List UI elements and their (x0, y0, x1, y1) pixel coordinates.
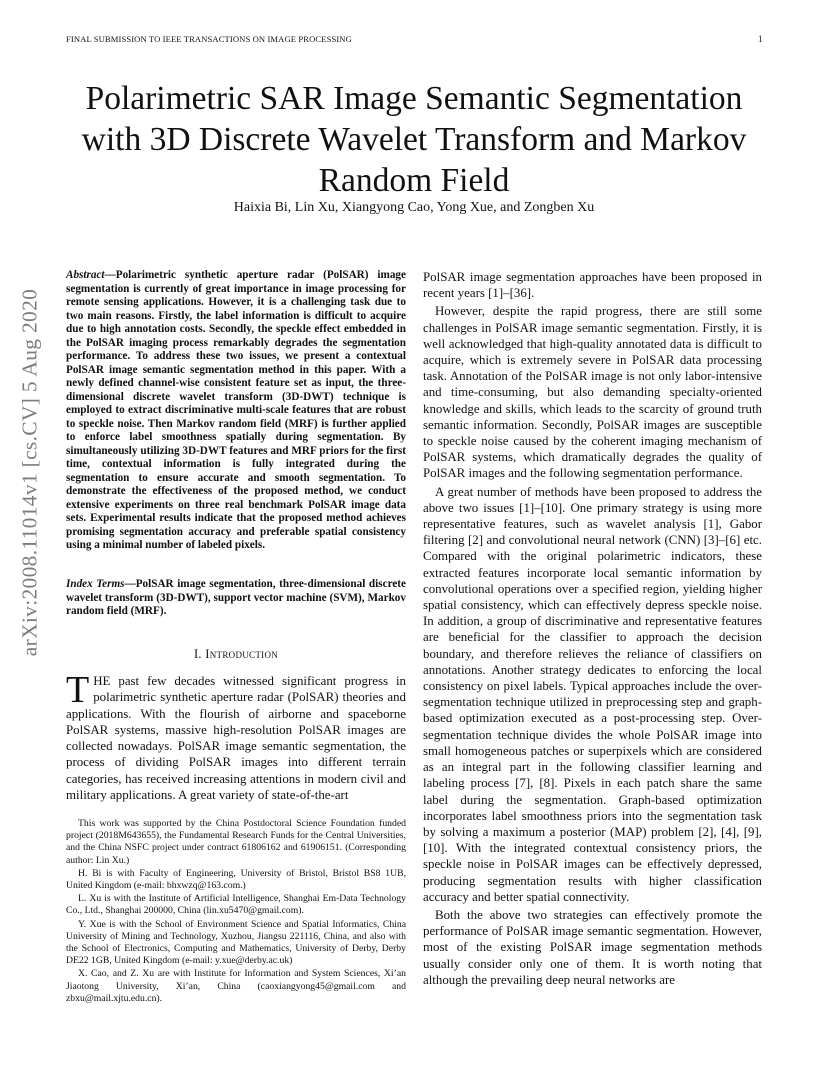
paragraph: A great number of methods have been proposed to address the above two issues [1]–[10]. One primary strategy is using more representative features, such as wavelet analysis [1], Gabor filtering [2] and convolutional neural network (CNN) [3]–[6] etc. Compared with the original polarimetric indicators, these extracted features incorporate local semantic information by convolutional operations over a specified region, yielding higher spatial consistency, which can effectively depress speckle noise. In addition, a group of discriminative and representative features are beneficial for the classifier to approach the decision boundary, and therefore relieves the reliance of classifiers on annotations. Another strategy dedicates to enforcing the local consistency on pixel labels. Typical approaches include the over-segmentation technique utilized in preprocessing step and graph-based optimization executed as a post-processing step. Over-segmentation technique divides the whole PolSAR image into small homogeneous patches or superpixels which are considered as an integral part in the following classifier learning and labeling process [7], [8]. Pixels in each patch share the same label during the segmentation. Graph-based optimization incorporates label smoothness priors into the segmentation task by solving a maximum a posterior (MAP) problem [2], [4], [9], [10]. With the integrated contextual consistency priors, the speckle noise in PolSAR images can be effectively depressed, producing segmentation results with higher classification accuracy and better spatial connectivity. (423, 484, 762, 904)
intro-paragraph (66, 669, 406, 803)
arxiv-stamp (5, 288, 55, 670)
footnotes (66, 818, 406, 1006)
footnote: H. Bi is with Faculty of Engineering, University of Bristol, Bristol BS8 1UB, United Kingdom (e-mail: bhxwzq@163.com.) (66, 867, 406, 892)
paragraph: PolSAR image segmentation approaches have been proposed in recent years [1]–[36]. (423, 270, 762, 301)
running-header: FINAL SUBMISSION TO IEEE TRANSACTIONS ON IMAGE PROCESSING (66, 34, 352, 44)
page-number: 1 (758, 34, 763, 44)
title-line: Polarimetric SAR Image Semantic Segmentation (85, 80, 743, 117)
abstract-text: —Polarimetric synthetic aperture radar (PolSAR) image segmentation is currently of great importance in image processing for remote sensing applications. However, it is a challenging task due to two main reasons. Firstly, the label information is difficult to acquire due to high annotation costs. Secondly, the speckle effect embedded in the PolSAR imaging process remarkably degrades the segmentation performance. To address these two issues, we present a contextual PolSAR image semantic segmentation method in this paper. With a newly defined channel-wise consistent feature set as input, the three-dimensional discrete wavelet transform (3D-DWT) technique is employed to extract discriminative multi-scale features that are robust to speckle noise. Then Markov random field (MRF) is further applied to enforce label smoothness spatially during segmentation. By simultaneously utilizing 3D-DWT features and MRF priors for the first time, contextual information is fully integrated during the segmentation to ensure accurate and smooth segmentation. To demonstrate the effectiveness of the proposed method, we conduct extensive experiments on three real benchmark PolSAR image data sets. Experimental results indicate that the proposed method achieves promising segmentation accuracy and preferable spatial consistency using a minimal number of labeled pixels. (66, 269, 406, 551)
title-line: with 3D Discrete Wavelet Transform and Markov (81, 121, 747, 158)
index-terms-label: Index Terms (66, 578, 125, 590)
intro-smallcaps: HE (93, 674, 111, 688)
abstract (66, 269, 406, 553)
section-heading (66, 647, 406, 662)
footnote: L. Xu is with the Institute of Artificial Intelligence, Shanghai Em-Data Technology Co., Ltd., Shanghai 200000, China (lin.xu5470@gmail.com). (66, 893, 406, 917)
intro-text: past few decades witnessed significant progress in polarimetric synthetic aperture radar (PolSAR) theories and applications. With the flourish of airborne and spaceborne PolSAR systems, massive high-resolution PolSAR images are collected nowadays. PolSAR image semantic segmentation, the process of dividing PolSAR images into different terrain categories, has received increasing attentions in modern civil and military applications. A great variety of state-of-the-art (66, 674, 406, 803)
drop-cap: T (66, 669, 90, 711)
paragraph: However, despite the rapid progress, there are still some challenges in PolSAR image semantic segmentation. Firstly, it is well acknowledged that high-quality annotated data is difficult to acquire, which is extremely severe in PolSAR data processing task. Annotation of the PolSAR image is not only labor-intensive and time-consuming, but also demanding specialty-oriented knowledge and skills, which leads to the scarcity of ground truth semantic information. Secondly, PolSAR images are susceptible to speckle noise caused by the coherent imaging mechanism of PolSAR systems, which dramatically degrades the quality of PolSAR images and the following segmentation performance. (423, 304, 762, 481)
index-terms-text: —PolSAR image segmentation, three-dimensional discrete wavelet transform (3D-DWT), support vector machine (SVM), Markov random field (MRF). (66, 578, 406, 617)
title-line: Random Field (318, 162, 510, 199)
abstract-label: Abstract (66, 269, 105, 281)
section-numeral: I. (193, 647, 206, 661)
footnote: X. Cao, and Z. Xu are with Institute for Information and System Sciences, Xi’an Jiaotong University, Xi’an, China (caoxiangyong45@gmail.com and zbxu@mail.xjtu.edu.cn). (66, 968, 406, 1004)
paragraph: Both the above two strategies can effectively promote the performance of PolSAR image semantic segmentation. However, most of the existing PolSAR image segmentation methods usually consider only one of them. It is worth noting that although the prevailing deep neural networks are (423, 907, 762, 987)
right-column (423, 269, 762, 990)
arxiv-stamp-text: arXiv:2008.11014v1 [cs.CV] 5 Aug 2020 (17, 288, 42, 657)
footnote: Y. Xue is with the School of Environment Science and Spatial Informatics, China University of Mining and Technology, Xuzhou, Jiangsu 221116, China, and also with the School of Electronics, Computing and Mathematics, University of Derby, Derby DE22 1GB, United Kingdom (e-mail: y.xue@derby.ac.uk) (66, 918, 406, 967)
paper-title (40, 78, 788, 201)
index-terms (66, 578, 406, 619)
author-list: Haixia Bi, Lin Xu, Xiangyong Cao, Yong Xue, and Zongben Xu (233, 200, 595, 215)
section-title: Introduction (205, 647, 279, 661)
footnote: This work was supported by the China Postdoctoral Science Foundation funded project (2018M643655), the Fundamental Research Funds for the Central Universities, and the China NSFC project under contract 61806162 and 61906151. (Corresponding author: Lin Xu.) (66, 818, 406, 866)
